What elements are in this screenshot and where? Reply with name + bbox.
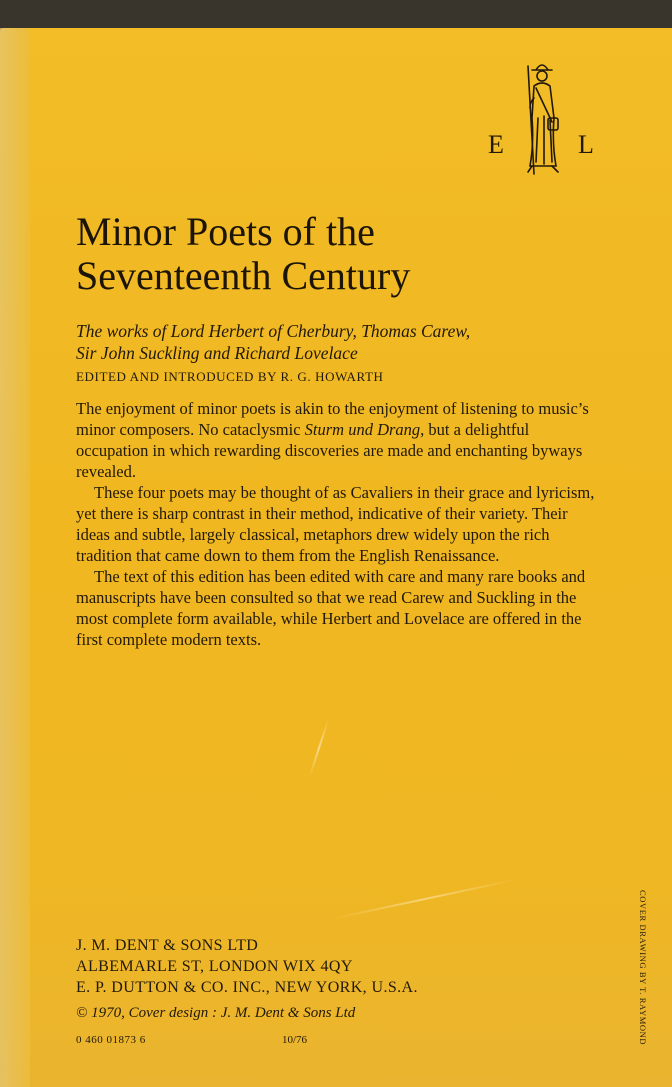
editor-credit: EDITED AND INTRODUCED BY R. G. HOWARTH xyxy=(76,369,384,384)
book-subtitle-line-1: The works of Lord Herbert of Cherbury, Thomas Carew, xyxy=(76,321,471,341)
paper-crease xyxy=(332,878,518,919)
publisher-line-2: ALBEMARLE ST, LONDON WIX 4QY xyxy=(76,958,353,975)
blurb-paragraph-1 xyxy=(76,398,600,482)
copyright-notice: © 1970, Cover design : J. M. Dent & Sons Ltd xyxy=(76,1005,356,1021)
publisher-line-3: E. P. DUTTON & CO. INC., NEW YORK, U.S.A. xyxy=(76,979,418,996)
blurb-p1-emphasis: Sturm und Drang xyxy=(304,420,421,439)
blurb xyxy=(76,398,600,650)
everyman-figure-icon xyxy=(514,58,572,178)
paper-crease xyxy=(309,719,329,777)
isbn: 0 460 01873 6 xyxy=(76,1034,146,1046)
blurb-paragraph-2: These four poets may be thought of as Cavaliers in their grace and lyricism, yet there is sharp contrast in their method, indicative of their variety. Their ideas and subtle, largely classical, metaphors drew widely upon the rich tradition that came down to them from the English Renaissance. xyxy=(76,483,595,565)
book-subtitle-line-2: Sir John Suckling and Richard Lovelace xyxy=(76,343,358,363)
logo-letter-l: L xyxy=(578,130,594,159)
book-subtitle xyxy=(76,320,596,364)
blurb-p1-text-b: , but a delightful occupation in which rewarding discoveries are made and enchanting byways revealed. xyxy=(76,420,583,481)
publisher-info xyxy=(76,935,576,998)
publisher-line-1: J. M. DENT & SONS LTD xyxy=(76,937,259,954)
book-back-cover xyxy=(0,28,672,1087)
book-title-line-1: Minor Poets of the xyxy=(76,209,375,254)
cover-drawing-credit: COVER DRAWING BY T. RAYMOND xyxy=(638,890,648,1046)
everyman-logo xyxy=(484,56,604,206)
book-title xyxy=(76,210,596,298)
book-title-line-2: Seventeenth Century xyxy=(76,253,411,298)
logo-letter-e: E xyxy=(488,130,504,159)
price-code: 10/76 xyxy=(282,1034,308,1046)
blurb-p1-text-a: The enjoyment of minor poets is akin to the enjoyment of listening to music’s minor composers. No cataclysmic xyxy=(76,399,589,439)
blurb-paragraph-3: The text of this edition has been edited with care and many rare books and manuscripts have been consulted so that we read Carew and Suckling in the most complete form available, while Herbert and Lovelace are offered in the first complete modern texts. xyxy=(76,567,586,649)
